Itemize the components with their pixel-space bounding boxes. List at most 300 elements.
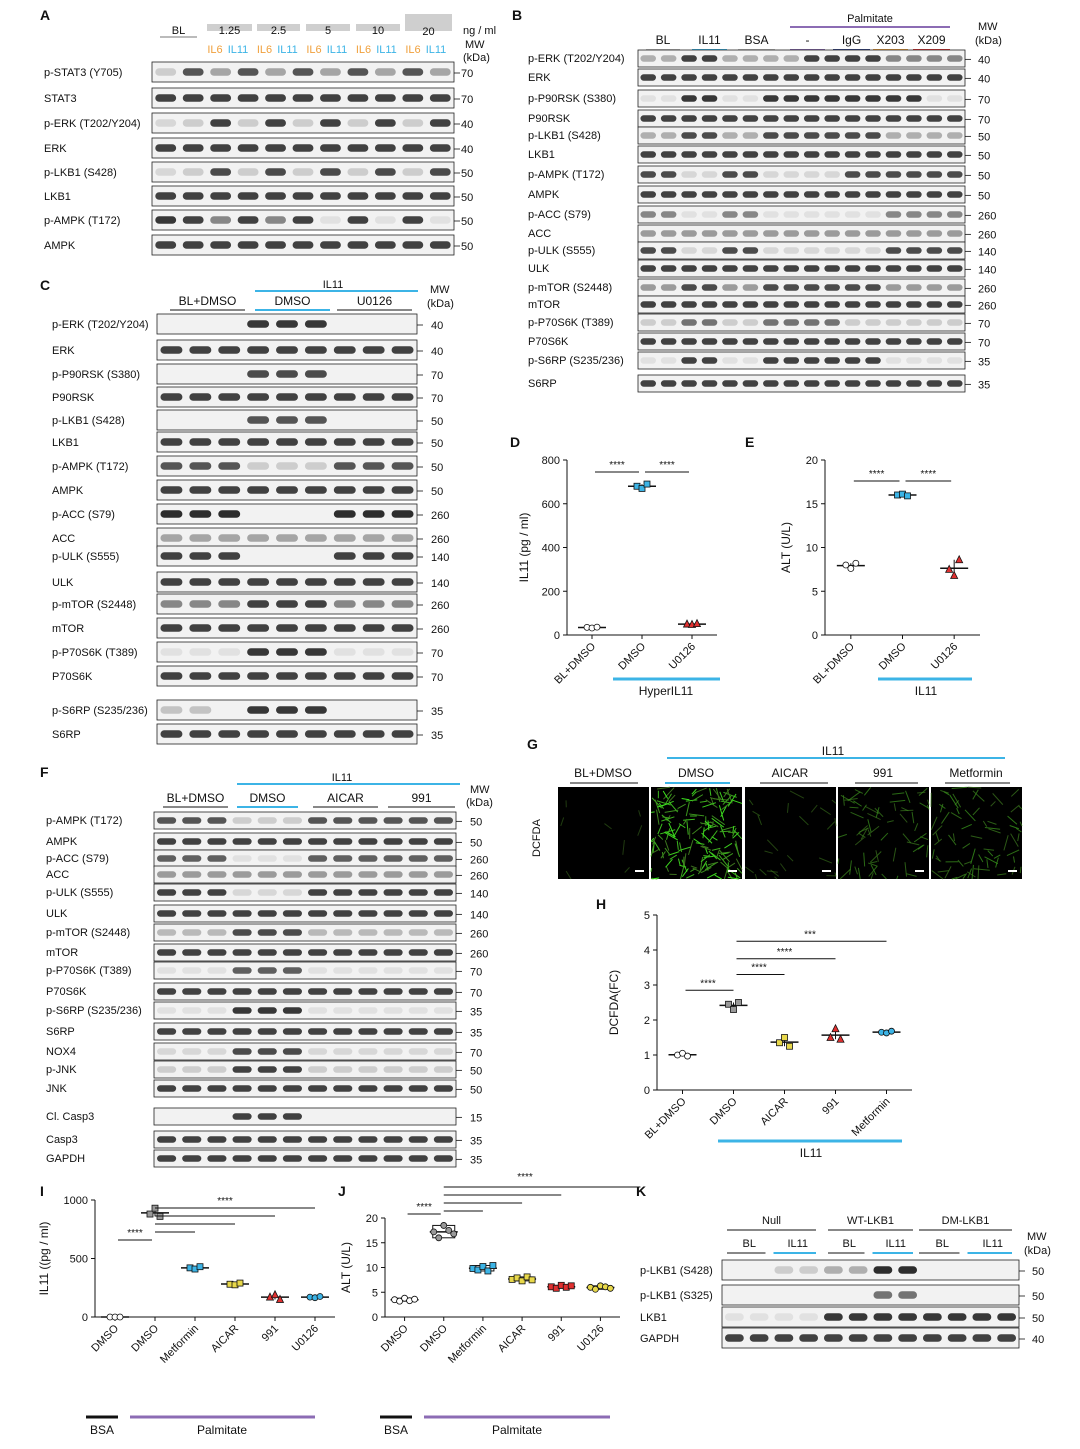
y-tick-label: 0 — [371, 1312, 378, 1324]
band — [258, 889, 277, 895]
band — [347, 68, 368, 76]
group-label: Null — [762, 1215, 781, 1227]
band — [947, 265, 963, 271]
band — [804, 357, 820, 363]
blot-label: p-ACC (S79) — [52, 509, 115, 521]
band — [258, 988, 277, 994]
band — [927, 357, 943, 363]
band — [308, 1028, 327, 1034]
sig-label: **** — [127, 1228, 143, 1239]
il6-label: IL6 — [306, 44, 322, 56]
band — [183, 241, 204, 249]
band — [743, 319, 759, 325]
sig-label: **** — [776, 946, 793, 958]
band — [927, 211, 943, 217]
band — [334, 672, 356, 680]
band — [845, 247, 861, 253]
band — [947, 301, 963, 307]
blot-label: p-P70S6K (T389) — [528, 316, 614, 329]
group-label: BL — [655, 33, 671, 47]
band — [233, 1048, 252, 1054]
sig-label: **** — [609, 460, 625, 472]
band — [276, 320, 298, 328]
data-point — [490, 1263, 496, 1269]
band — [784, 380, 800, 386]
blot-label: LKB1 — [528, 148, 555, 161]
band — [358, 1028, 377, 1034]
blot-ulk — [638, 260, 965, 277]
band — [681, 95, 697, 101]
blot-label: JNK — [46, 1082, 67, 1095]
group-label: U0126 — [356, 294, 393, 308]
band — [402, 94, 423, 102]
blot-p-s6rp--s235-236- — [638, 352, 965, 369]
band — [824, 151, 840, 157]
x-tick-label: 991 — [259, 1322, 282, 1345]
data-point — [731, 1007, 737, 1013]
band — [247, 486, 269, 494]
band — [276, 624, 298, 632]
band — [434, 1007, 453, 1013]
group-label: IL11 — [914, 684, 938, 698]
mw-label: 260 — [978, 283, 997, 296]
band — [210, 168, 231, 176]
sub-label: BL — [935, 1238, 949, 1250]
band — [258, 1085, 277, 1091]
band — [247, 730, 269, 738]
blot-s6rp — [154, 1023, 456, 1040]
band — [702, 211, 718, 217]
band — [247, 393, 269, 401]
band — [276, 438, 298, 446]
band — [392, 486, 414, 494]
band — [210, 144, 231, 152]
band — [182, 1007, 201, 1013]
band — [906, 132, 922, 138]
band — [276, 393, 298, 401]
band — [157, 838, 176, 844]
band — [384, 1136, 403, 1142]
band — [972, 1313, 991, 1321]
band — [218, 648, 240, 656]
band — [743, 95, 759, 101]
blot-ampk — [154, 833, 456, 850]
band — [363, 462, 385, 470]
band — [722, 171, 738, 177]
mw-label: 50 — [978, 170, 991, 183]
band — [363, 438, 385, 446]
band — [334, 600, 356, 608]
band — [681, 74, 697, 80]
band — [347, 241, 368, 249]
blot-label: p-P90RSK (S380) — [52, 369, 141, 381]
band — [233, 910, 252, 916]
band — [233, 817, 252, 823]
band — [160, 600, 182, 608]
band — [824, 1266, 843, 1274]
y-tick-label: 400 — [541, 542, 560, 555]
band — [661, 115, 677, 121]
band — [283, 967, 302, 973]
y-tick-label: 15 — [365, 1237, 378, 1250]
blot-p90rsk — [638, 110, 965, 127]
x-tick-label: DMSO — [616, 640, 649, 673]
band — [358, 838, 377, 844]
band — [363, 393, 385, 401]
blot-label: p-P90RSK (S380) — [528, 92, 617, 105]
band — [784, 55, 800, 61]
band — [743, 132, 759, 138]
band — [207, 929, 226, 935]
band — [947, 357, 963, 363]
group-label: DMSO — [274, 294, 311, 308]
band — [384, 871, 403, 877]
band — [182, 967, 201, 973]
band — [927, 230, 943, 236]
band — [702, 191, 718, 197]
band — [784, 115, 800, 121]
blot-label: p-AMPK (T172) — [46, 814, 123, 827]
blot-label: NOX4 — [46, 1045, 76, 1058]
band — [434, 929, 453, 935]
il11-label: IL11 — [322, 279, 344, 291]
band — [384, 967, 403, 973]
band — [824, 230, 840, 236]
band — [182, 1028, 201, 1034]
band — [640, 95, 656, 101]
palm-label: Palmitate — [491, 1423, 543, 1437]
band — [233, 929, 252, 935]
micrograph — [931, 787, 1022, 879]
band — [305, 320, 327, 328]
mw-label: 260 — [470, 928, 489, 941]
band — [308, 871, 327, 877]
band — [384, 910, 403, 916]
band — [640, 247, 656, 253]
band — [155, 119, 176, 127]
y-tick-label: 0 — [811, 630, 818, 642]
mw-label: 50 — [461, 168, 474, 180]
fluor-fiber — [651, 868, 652, 872]
band — [430, 68, 451, 76]
y-tick-label: 4 — [643, 945, 650, 957]
band — [375, 241, 396, 249]
band — [384, 929, 403, 935]
x-tick-label: AICAR — [208, 1322, 242, 1355]
band — [845, 171, 861, 177]
mw-label: 260 — [978, 210, 997, 223]
group-label: DMSO — [249, 791, 286, 805]
mw-label: 70 — [431, 648, 444, 660]
band — [661, 265, 677, 271]
band — [333, 1048, 352, 1054]
blot-p-p70s6k--t389- — [154, 962, 456, 979]
band — [948, 1313, 967, 1321]
band — [334, 552, 356, 560]
x-tick-label: DMSO — [707, 1095, 740, 1128]
sig-label: **** — [751, 962, 767, 974]
band — [906, 191, 922, 197]
band — [308, 838, 327, 844]
band — [906, 380, 922, 386]
group-label: Metformin — [949, 766, 1003, 780]
blot-label: LKB1 — [640, 1312, 667, 1324]
blot-p-ulk--s555- — [154, 884, 456, 901]
y-tick-label: 2 — [643, 1015, 650, 1027]
band — [283, 1028, 302, 1034]
band — [702, 284, 718, 290]
band — [409, 871, 428, 877]
band — [702, 338, 718, 344]
blot-p70s6k — [154, 983, 456, 1000]
band — [409, 1085, 428, 1091]
band — [384, 855, 403, 861]
band — [265, 192, 286, 200]
band — [886, 151, 902, 157]
blot-p-s6rp--s235-236- — [157, 700, 417, 720]
band — [283, 838, 302, 844]
band — [276, 534, 298, 542]
band — [873, 1291, 892, 1299]
band — [865, 301, 881, 307]
band — [865, 230, 881, 236]
band — [183, 168, 204, 176]
band — [947, 380, 963, 386]
band — [233, 1085, 252, 1091]
blot-label: P90RSK — [528, 112, 571, 125]
band — [189, 462, 211, 470]
band — [804, 338, 820, 344]
band — [845, 95, 861, 101]
band — [886, 319, 902, 325]
band — [238, 119, 259, 127]
band — [402, 68, 423, 76]
data-point — [837, 1035, 844, 1042]
band — [947, 115, 963, 121]
band — [333, 871, 352, 877]
band — [320, 119, 341, 127]
mw-header: (kDa) — [427, 298, 454, 310]
band — [363, 624, 385, 632]
blot-label: ERK — [528, 71, 551, 84]
band — [661, 74, 677, 80]
band — [434, 1085, 453, 1091]
band — [276, 672, 298, 680]
band — [258, 871, 277, 877]
blot-nox4 — [154, 1043, 456, 1060]
blot-label: LKB1 — [44, 191, 71, 203]
band — [997, 1334, 1016, 1342]
band — [207, 1007, 226, 1013]
band — [189, 600, 211, 608]
band — [886, 55, 902, 61]
chart-I — [37, 1195, 335, 1366]
band — [434, 889, 453, 895]
band — [824, 380, 840, 386]
band — [333, 855, 352, 861]
mw-header: (kDa) — [466, 797, 493, 809]
band — [774, 1266, 793, 1274]
band — [155, 216, 176, 224]
band — [276, 462, 298, 470]
band — [784, 319, 800, 325]
band — [845, 265, 861, 271]
band — [906, 95, 922, 101]
band — [258, 967, 277, 973]
band — [155, 68, 176, 76]
band — [409, 817, 428, 823]
band — [722, 211, 738, 217]
band — [265, 119, 286, 127]
band — [865, 284, 881, 290]
blot-label: GAPDH — [46, 1152, 86, 1165]
band — [320, 168, 341, 176]
band — [640, 55, 656, 61]
band — [774, 1313, 793, 1321]
panel-label-h: H — [596, 896, 607, 912]
blot-label: p-AMPK (T172) — [52, 461, 129, 473]
band — [358, 1066, 377, 1072]
mw-label: 260 — [431, 510, 450, 522]
band — [804, 191, 820, 197]
band — [384, 817, 403, 823]
micrograph — [838, 787, 929, 879]
blot-label: p-ACC (S79) — [528, 208, 591, 221]
band — [308, 1136, 327, 1142]
band — [182, 949, 201, 955]
data-point — [694, 620, 701, 627]
band — [845, 151, 861, 157]
data-point — [736, 1000, 742, 1006]
band — [947, 247, 963, 253]
blot-label: ACC — [46, 868, 70, 881]
band — [865, 74, 881, 80]
band — [157, 1085, 176, 1091]
band — [743, 265, 759, 271]
band — [886, 265, 902, 271]
band — [218, 600, 240, 608]
band — [333, 910, 352, 916]
blot-p-ulk--s555- — [638, 242, 965, 259]
band — [865, 95, 881, 101]
blot-p-mtor--s2448- — [157, 594, 417, 614]
band — [804, 74, 820, 80]
band — [157, 988, 176, 994]
band — [947, 74, 963, 80]
band — [886, 357, 902, 363]
band — [293, 168, 314, 176]
band — [434, 871, 453, 877]
data-point — [272, 1291, 279, 1298]
data-point — [848, 566, 854, 572]
band — [207, 871, 226, 877]
band — [363, 346, 385, 354]
mw-label: 15 — [470, 1112, 483, 1125]
x-tick-label: U0126 — [289, 1322, 322, 1355]
blot-s6rp — [157, 724, 417, 744]
band — [784, 132, 800, 138]
band — [293, 68, 314, 76]
band — [824, 247, 840, 253]
band — [305, 370, 327, 378]
band — [333, 817, 352, 823]
data-point — [431, 1229, 437, 1235]
band — [375, 192, 396, 200]
data-point — [117, 1314, 123, 1320]
band — [640, 74, 656, 80]
mw-header: MW — [430, 284, 450, 296]
mw-label: 260 — [431, 534, 450, 546]
blot-label: ERK — [44, 143, 67, 155]
band — [218, 510, 240, 518]
panel-label-i: I — [40, 1183, 44, 1199]
band — [722, 132, 738, 138]
band — [804, 132, 820, 138]
band — [157, 929, 176, 935]
band — [182, 910, 201, 916]
band — [434, 1136, 453, 1142]
band — [784, 151, 800, 157]
band — [308, 1066, 327, 1072]
band — [886, 284, 902, 290]
band — [784, 74, 800, 80]
band — [799, 1334, 818, 1342]
mw-label: 40 — [431, 320, 444, 332]
data-point — [436, 1235, 442, 1241]
y-axis-label: ALT (U/L) — [339, 1242, 353, 1293]
band — [283, 988, 302, 994]
band — [824, 74, 840, 80]
blot-label: p-mTOR (S2448) — [46, 926, 131, 939]
blot-label: P70S6K — [52, 671, 93, 683]
band — [207, 1028, 226, 1034]
micrograph — [558, 787, 649, 879]
band — [155, 144, 176, 152]
band — [763, 74, 779, 80]
band — [207, 838, 226, 844]
blot-label: ULK — [52, 577, 74, 589]
band — [160, 552, 182, 560]
band — [661, 301, 677, 307]
blot-jnk — [154, 1080, 456, 1097]
x-tick-label: U0126 — [666, 640, 699, 673]
band — [189, 510, 211, 518]
band — [661, 230, 677, 236]
y-tick-label: 20 — [805, 455, 818, 467]
panel-label-d: D — [510, 434, 521, 450]
band — [207, 949, 226, 955]
band — [293, 216, 314, 224]
band — [384, 988, 403, 994]
band — [824, 211, 840, 217]
blot-stat3 — [152, 88, 454, 108]
band — [347, 94, 368, 102]
band — [233, 967, 252, 973]
band — [363, 600, 385, 608]
x-tick-label: AICAR — [758, 1095, 791, 1128]
band — [763, 115, 779, 121]
band — [409, 1155, 428, 1161]
band — [210, 192, 231, 200]
y-tick-label: 500 — [69, 1253, 88, 1266]
band — [218, 393, 240, 401]
band — [347, 144, 368, 152]
dose-label: BL — [171, 25, 186, 37]
band — [183, 144, 204, 152]
band — [865, 115, 881, 121]
blot-p-acc--s79- — [638, 206, 965, 223]
dose-label: 2.5 — [270, 25, 287, 37]
